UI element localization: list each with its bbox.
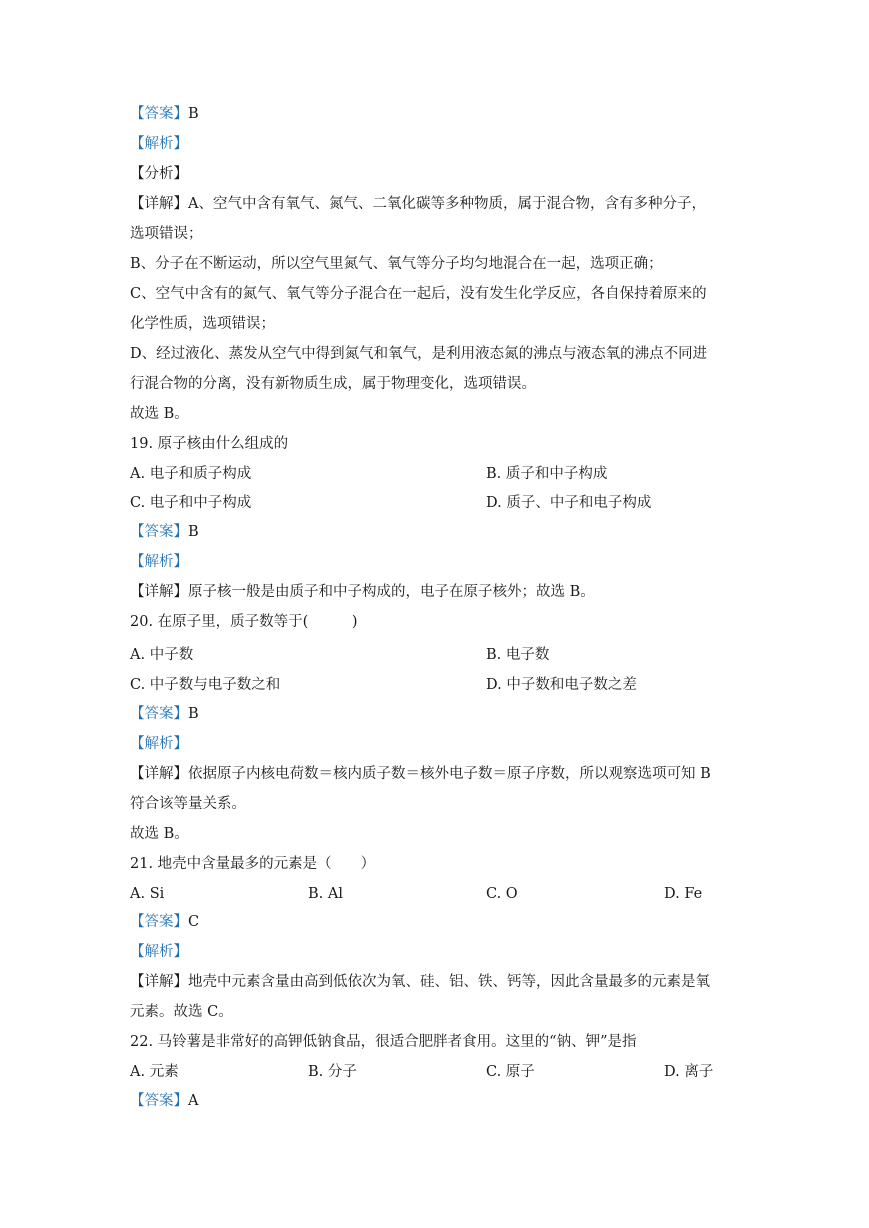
q18-detail-line-7: 行混合物的分离，没有新物质生成，属于物理变化，选项错误。 <box>130 376 536 392</box>
detail-text: 原子核一般是由质子和中子构成的，电子在原子核外；故选 B。 <box>188 584 595 600</box>
detail-tag: 【详解】 <box>130 584 188 600</box>
detail-text: 依据原子内核电荷数＝核内质子数＝核外电子数＝原子序数，所以观察选项可知 B <box>188 766 711 782</box>
q21-stem: 21. 地壳中含量最多的元素是（ ） <box>130 856 376 872</box>
answer-value: B <box>188 706 199 722</box>
q18-detail-line-2: 选项错误； <box>130 226 203 242</box>
detail-text: A、空气中含有氧气、氮气、二氧化碳等多种物质，属于混合物，含有多种分子， <box>188 196 706 212</box>
q22-option-a: A. 元素 <box>130 1064 179 1080</box>
q20-option-c: C. 中子数与电子数之和 <box>130 677 281 693</box>
q18-detail-line-1 <box>130 194 740 214</box>
detail-tag: 【详解】 <box>130 766 188 782</box>
q21-option-d: D. Fe <box>664 886 703 902</box>
detail-text: 地壳中元素含量由高到低依次为氧、硅、铝、铁、钙等，因此含量最多的元素是氧 <box>188 974 710 990</box>
q20-detail-line-1 <box>130 764 740 784</box>
analysis-tag: 【解析】 <box>130 736 188 752</box>
analysis-tag: 【解析】 <box>130 944 188 960</box>
q21-answer-line <box>130 912 740 932</box>
q18-analysis-line <box>130 134 740 154</box>
fenxi-tag: 【分析】 <box>130 166 188 182</box>
q19-stem: 19. 原子核由什么组成的 <box>130 436 289 452</box>
q22-stem: 22. 马铃薯是非常好的高钾低钠食品，很适合肥胖者食用。这里的“钠、钾”是指 <box>130 1034 637 1050</box>
q18-detail-line-4: C、空气中含有的氮气、氧气等分子混合在一起后，没有发生化学反应，各自保持着原来的 <box>130 286 707 302</box>
detail-tag: 【详解】 <box>130 974 188 990</box>
q19-detail-line <box>130 582 740 602</box>
q21-detail-line-1 <box>130 972 740 992</box>
q21-option-b: B. Al <box>308 886 343 902</box>
q19-option-c: C. 电子和中子构成 <box>130 495 252 511</box>
q18-conclusion: 故选 B。 <box>130 406 189 422</box>
q19-analysis-line <box>130 552 740 572</box>
detail-tag: 【详解】 <box>130 196 188 212</box>
answer-value: B <box>188 524 199 540</box>
q22-option-b: B. 分子 <box>308 1064 357 1080</box>
q18-detail-line-6: D、经过液化、蒸发从空气中得到氮气和氧气，是利用液态氮的沸点与液态氧的沸点不同进 <box>130 346 708 362</box>
answer-value: A <box>188 1093 199 1109</box>
q22-option-d: D. 离子 <box>664 1064 714 1080</box>
q20-detail-line-2: 符合该等量关系。 <box>130 796 246 812</box>
answer-value: B <box>188 106 199 122</box>
analysis-tag: 【解析】 <box>130 554 188 570</box>
q22-option-c: C. 原子 <box>486 1064 535 1080</box>
answer-tag: 【答案】 <box>130 106 188 122</box>
q21-option-c: C. O <box>486 886 518 902</box>
q19-option-d: D. 质子、中子和电子构成 <box>486 495 652 511</box>
answer-tag: 【答案】 <box>130 914 188 930</box>
q20-answer-line <box>130 704 740 724</box>
q21-option-a: A. Si <box>130 886 165 902</box>
answer-tag: 【答案】 <box>130 524 188 540</box>
q22-answer-line <box>130 1091 740 1111</box>
q19-option-a: A. 电子和质子构成 <box>130 466 252 482</box>
answer-value: C <box>188 914 200 930</box>
q20-analysis-line <box>130 734 740 754</box>
q21-analysis-line <box>130 942 740 962</box>
q19-option-b: B. 质子和中子构成 <box>486 466 608 482</box>
q21-detail-line-2: 元素。故选 C。 <box>130 1004 233 1020</box>
q20-option-d: D. 中子数和电子数之差 <box>486 677 637 693</box>
q20-option-a: A. 中子数 <box>130 647 194 663</box>
q18-fenxi-line <box>130 164 740 184</box>
q18-detail-line-5: 化学性质，选项错误； <box>130 316 275 332</box>
answer-tag: 【答案】 <box>130 1093 188 1109</box>
q20-conclusion: 故选 B。 <box>130 826 189 842</box>
q20-stem: 20. 在原子里，质子数等于( ) <box>130 614 358 630</box>
q20-option-b: B. 电子数 <box>486 647 550 663</box>
q18-detail-line-3: B、分子在不断运动，所以空气里氮气、氧气等分子均匀地混合在一起，选项正确； <box>130 256 663 272</box>
q18-answer-line <box>130 104 740 124</box>
analysis-tag: 【解析】 <box>130 136 188 152</box>
answer-tag: 【答案】 <box>130 706 188 722</box>
q19-answer-line <box>130 522 740 542</box>
